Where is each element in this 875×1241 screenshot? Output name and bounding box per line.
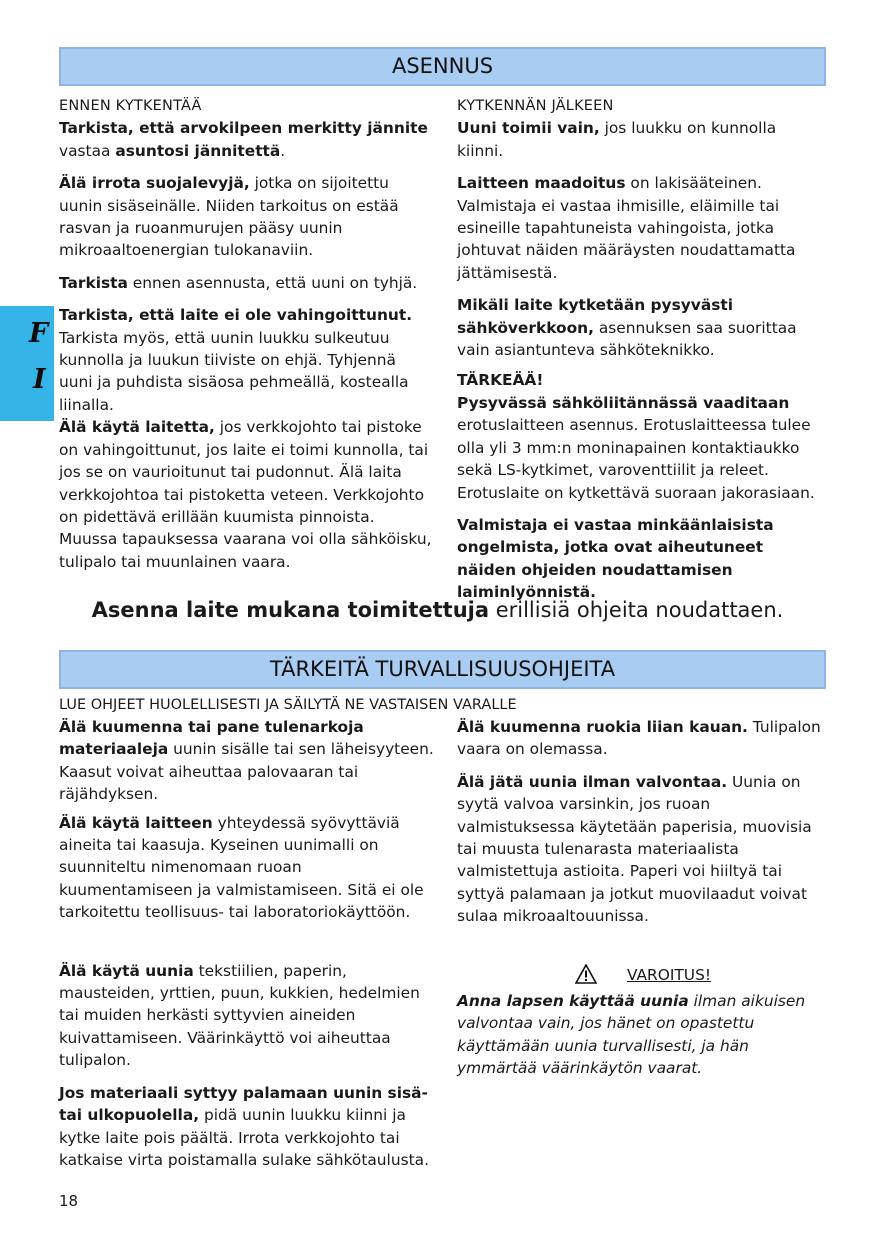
check-empty-paragraph: Tarkista ennen asennusta, että uuni on tyhjä.	[59, 273, 418, 292]
page-number: 18	[59, 1192, 79, 1210]
language-tab-letter-i: I	[33, 364, 46, 395]
warning-triangle-icon	[575, 964, 597, 990]
check-damage-paragraph: Tarkista, että laite ei ole vahingoittunut. Tarkista myös, että uunin luukku sulkeutuu kunnolla ja luukun tiiviste on ehjä. Tyhjennä uuni ja puhdista sisäosa pehmeällä, kostealla liinalla.	[59, 306, 413, 414]
corrosive-paragraph: Älä käytä laitteen yhteydessä syövyttäviä aineita tai kaasuja. Kyseinen uunimalli on suunniteltu nimenomaan ruoan kuumentamiseen ja valmistamiseen. Sitä ei ole tarkoitettu teollisuus- tai laboratoriokäyttöön.	[59, 813, 424, 922]
permanent-connection-paragraph: Mikäli laite kytketään pysyvästi sähköverkkoon, asennuksen saa suorittaa vain asiantunteva sähköteknikko.	[457, 296, 797, 360]
door-closed-paragraph: Uuni toimii vain, jos luukku on kunnolla kiinni.	[457, 119, 777, 160]
language-tab-letter-f: F	[29, 318, 49, 349]
voltage-check-paragraph: Tarkista, että arvokilpeen merkitty jännite vastaa asuntosi jännitettä.	[59, 119, 428, 160]
safety-right-column	[457, 716, 829, 1080]
isolating-device-paragraph: Pysyvässä sähköliitännässä vaaditaan erotuslaitteen asennus. Erotuslaitteessa tulee olla yli 3 mm:n moninapainen kontaktiaukko sekä LS-kytkimet, varoventtiilit ja releet. Erotuslaite on kytkettävä suoraan jakorasiaan.	[457, 393, 815, 502]
safety-left-column	[59, 716, 434, 1171]
asennus-right-column	[457, 95, 827, 604]
safety-subheading: LUE OHJEET HUOLELLISESTI JA SÄILYTÄ NE VASTAISEN VARALLE	[59, 697, 517, 713]
language-tab	[0, 306, 54, 421]
grounding-paragraph: Laitteen maadoitus on lakisääteinen. Valmistaja ei vastaa ihmisille, eläimille tai esineille tapahtuneista vahingoista, jotka johtuvat näiden määräysten noudattamatta jättämisestä.	[457, 174, 796, 282]
important-label: TÄRKEÄÄ!	[457, 371, 544, 390]
do-not-use-paragraph: Älä käytä laitetta, jos verkkojohto tai pistoke on vahingoittunut, jos laite ei toimi kunnolla, tai jos se on vaurioitunut tai pudonnut. Älä laita verkkojohtoa tai pistoketta veteen. Verkkojohto on pidettävä erillään kuumista pinnoista. Muussa tapauksessa vaarana voi olla sähköisku, tulipalo tai muunlainen vaara.	[59, 418, 432, 571]
section-title-safety: TÄRKEITÄ TURVALLISUUSOHJEITA	[59, 650, 826, 689]
after-connection-heading: KYTKENNÄN JÄLKEEN	[457, 98, 614, 114]
before-connection-heading: ENNEN KYTKENTÄÄ	[59, 98, 202, 114]
fire-paragraph: Jos materiaali syttyy palamaan uunin sisä- tai ulkopuolella, pidä uunin luukku kiinni ja kytke laite pois päältä. Irrota verkkojohto tai katkaise virta poistamalla sulake sähkötaulusta.	[59, 1083, 429, 1169]
child-warning-paragraph: Anna lapsen käyttää uunia ilman aikuisen valvontaa vain, jos hänet on opastettu käyttämään uunia turvallisesti, ja hän ymmärtää väärinkäytön vaarat.	[457, 992, 806, 1078]
drying-paragraph: Älä käytä uunia tekstiilien, paperin, mausteiden, yrttien, puun, kukkien, hedelmien tai muiden herkästi syttyvien aineiden kuivattamiseen. Väärinkäyttö voi aiheuttaa tulipalon.	[59, 961, 420, 1070]
asennus-left-column	[59, 95, 434, 573]
flammable-paragraph: Älä kuumenna tai pane tulenarkoja materiaaleja uunin sisälle tai sen läheisyyteen. Kaasut voivat aiheuttaa palovaaran tai räjähdyksen.	[59, 718, 434, 804]
install-instructions-note: Asenna laite mukana toimitettuja erillisiä ohjeita noudattaen.	[91, 598, 784, 622]
protective-plates-paragraph: Älä irrota suojalevyjä, jotka on sijoitettu uunin sisäseinälle. Niiden tarkoitus on estää rasvan ja ruoanmurujen pääsy uunin mikroaaltoenergian tulokanaviin.	[59, 174, 399, 260]
liability-paragraph: Valmistaja ei vastaa minkäänlaisista ongelmista, jotka ovat aiheutuneet näiden ohjeiden noudattamisen laiminlyönnistä.	[457, 515, 774, 602]
overheat-paragraph: Älä kuumenna ruokia liian kauan. Tulipalon vaara on olemassa.	[457, 718, 821, 759]
supervision-paragraph: Älä jätä uunia ilman valvontaa. Uunia on syytä valvoa varsinkin, jos ruoan valmistuksessa käytetään paperisia, muovisia tai muusta tulenarasta materiaalista valmistettuja astioita. Paperi voi hiiltyä tai syttyä palamaan ja jotkut muovilaadut voivat sulaa mikroaaltouunissa.	[457, 772, 812, 926]
section-title-asennus: ASENNUS	[59, 47, 826, 86]
warning-title: VAROITUS!	[457, 964, 829, 990]
